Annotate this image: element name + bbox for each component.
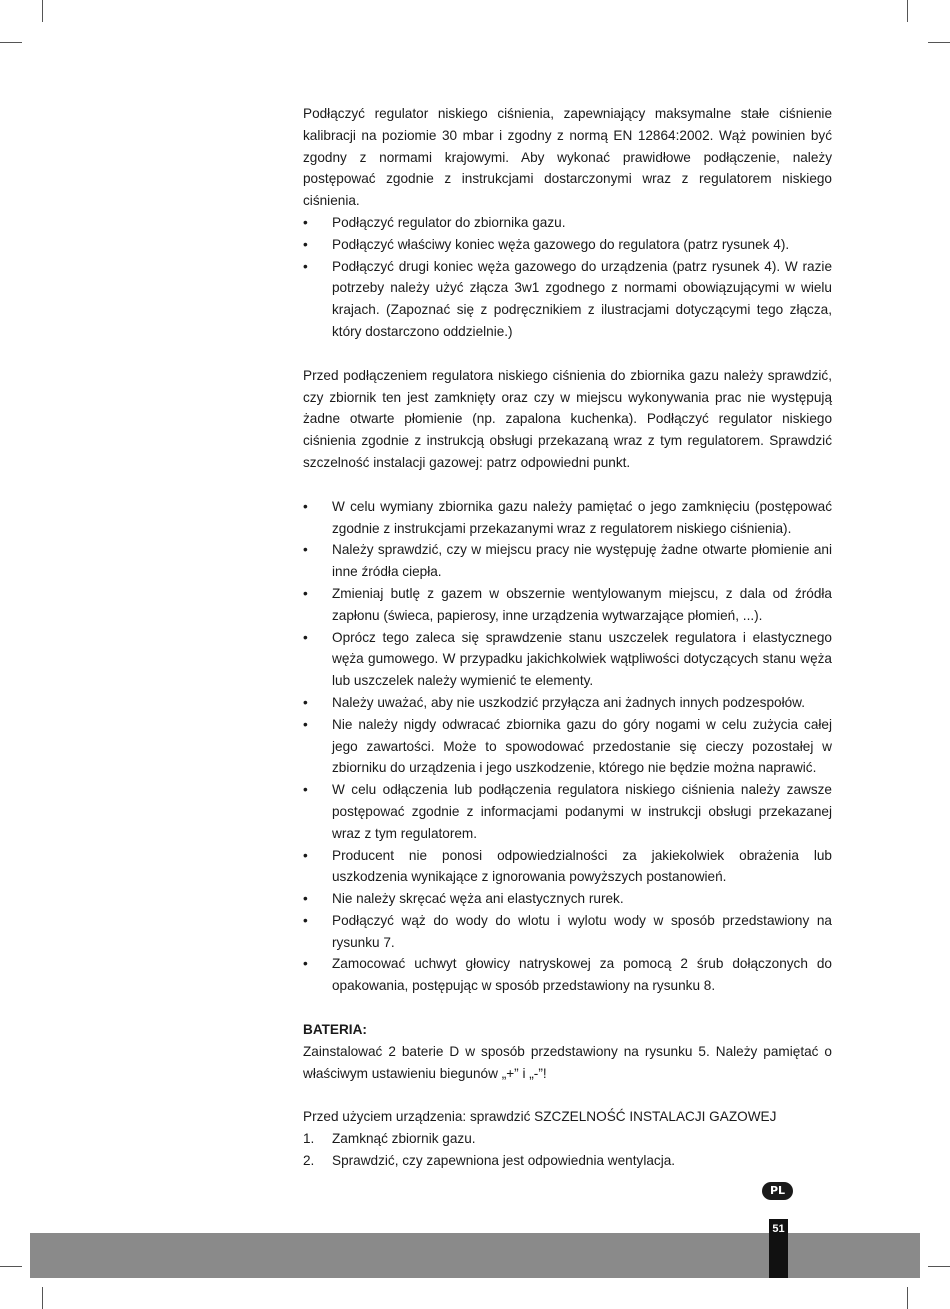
page-number-tab: [769, 1219, 788, 1278]
bullet-mark: •: [303, 716, 308, 732]
crop-mark: [907, 1287, 908, 1309]
page-number: 51: [772, 1223, 785, 1235]
bullet-mark: •: [303, 585, 308, 601]
list-item: • Podłączyć właściwy koniec węża gazowego do regulatora (patrz rysunek 4).: [303, 234, 832, 256]
list-item: • Zmieniaj butlę z gazem w obszernie wentylowanym miejscu, z dala od źródła zapłonu (świeca, papierosy, inne urządzenia wytwarzające płomień, ...).: [303, 583, 832, 627]
crop-mark: [0, 1266, 22, 1267]
list-item: • W celu odłączenia lub podłączenia regulatora niskiego ciśnienia należy zawsze postępować zgodnie z informacjami podanymi w instrukcji obsługi przekazanej wraz z tym regulatorem.: [303, 779, 832, 844]
crop-mark: [928, 42, 950, 43]
battery-paragraph: Zainstalować 2 baterie D w sposób przedstawiony na rysunku 5. Należy pamiętać o właściwym ustawieniu biegunów „+” i „-”!: [303, 1043, 832, 1081]
list-item: • Oprócz tego zaleca się sprawdzenie stanu uszczelek regulatora i elastycznego węża gumowego. W przypadku jakichkolwiek wątpliwości dotyczących stanu węża lub uszczelek należy wymienić te elementy.: [303, 627, 832, 692]
list-item: 1. Zamknąć zbiornik gazu.: [303, 1128, 832, 1150]
leak-check-paragraph: Przed podłączeniem regulatora niskiego ciśnienia do zbiornika gazu należy sprawdzić, czy zbiornik ten jest zamknięty oraz czy w miejscu wykonywania prac nie występują żadne otwarte płomienie (np. zapalona kuchenka). Podłączyć regulator niskiego ciśnienia zgodnie z instrukcją obsługi przekazaną wraz z tym regulatorem. Sprawdzić szczelność instalacji gazowej: patrz odpowiedni punkt.: [303, 367, 832, 470]
list-item: • W celu wymiany zbiornika gazu należy pamiętać o jego zamknięciu (postępować zgodnie z instrukcjami przekazanymi wraz z regulatorem niskiego ciśnienia).: [303, 496, 832, 540]
intro-paragraph: Podłączyć regulator niskiego ciśnienia, zapewniający maksymalne stałe ciśnienie kalibracji na poziomie 30 mbar i zgodny z normą EN 12864:2002. Wąż powinien być zgodny z normami krajowymi. Aby wykonać prawidłowe podłączenie, należy postępować zgodnie z instrukcjami dostarczonymi wraz z regulatorem niskiego ciśnienia.: [303, 106, 832, 209]
battery-heading: BATERIA:: [303, 1022, 367, 1038]
before-use-steps: [303, 1128, 832, 1172]
crop-mark: [907, 0, 908, 22]
list-item: • Należy uważać, aby nie uszkodzić przyłącza ani żadnych innych podzespołów.: [303, 692, 832, 714]
crop-mark: [928, 1266, 950, 1267]
bullet-mark: •: [303, 258, 308, 274]
manual-page-content: [303, 103, 832, 1172]
crop-mark: [42, 1287, 43, 1309]
bullet-mark: •: [303, 694, 308, 710]
bullet-mark: •: [303, 629, 308, 645]
before-use-intro: Przed użyciem urządzenia: sprawdzić SZCZELNOŚĆ INSTALACJI GAZOWEJ: [303, 1109, 777, 1125]
bullet-mark: •: [303, 542, 308, 558]
list-item: • Nie należy nigdy odwracać zbiornika gazu do góry nogami w celu zużycia całej jego zawartości. Może to spowodować przedostanie się cieczy pozostałej w zbiorniku do urządzenia i jego uszkodzenie, którego nie będzie można naprawić.: [303, 714, 832, 779]
list-item: • Należy sprawdzić, czy w miejscu pracy nie występuję żadne otwarte płomienie ani inne źródła ciepła.: [303, 539, 832, 583]
bullet-mark: •: [303, 782, 308, 798]
step-number: 1.: [303, 1131, 315, 1147]
list-item: • Nie należy skręcać węża ani elastycznych rurek.: [303, 888, 832, 910]
list-item: • Podłączyć wąż do wody do wlotu i wylotu wody w sposób przedstawiony na rysunku 7.: [303, 910, 832, 954]
crop-mark: [0, 42, 22, 43]
connection-steps-list: [303, 212, 832, 343]
list-item: • Zamocować uchwyt głowicy natryskowej za pomocą 2 śrub dołączonych do opakowania, postępując w sposób przedstawiony na rysunku 8.: [303, 953, 832, 997]
list-item: • Producent nie ponosi odpowiedzialności za jakiekolwiek obrażenia lub uszkodzenia wynikające z ignorowania powyższych postanowień.: [303, 845, 832, 889]
list-item: • Podłączyć regulator do zbiornika gazu.: [303, 212, 832, 234]
bullet-mark: •: [303, 498, 308, 514]
bullet-mark: •: [303, 236, 308, 252]
bullet-mark: •: [303, 891, 308, 907]
safety-list: [303, 496, 832, 997]
crop-mark: [42, 0, 43, 22]
step-number: 2.: [303, 1153, 315, 1169]
bullet-mark: •: [303, 214, 308, 230]
list-item: • Podłączyć drugi koniec węża gazowego do urządzenia (patrz rysunek 4). W razie potrzeby należy użyć złącza 3w1 zgodnego z normami obowiązującymi w wielu krajach. (Zapoznać się z podręcznikiem z ilustracjami dotyczącymi tego złącza, który dostarczono oddzielnie.): [303, 256, 832, 343]
list-item: 2. Sprawdzić, czy zapewniona jest odpowiednia wentylacja.: [303, 1150, 832, 1172]
bullet-mark: •: [303, 956, 308, 972]
bullet-mark: •: [303, 847, 308, 863]
language-badge: PL: [762, 1182, 793, 1200]
bullet-mark: •: [303, 912, 308, 928]
